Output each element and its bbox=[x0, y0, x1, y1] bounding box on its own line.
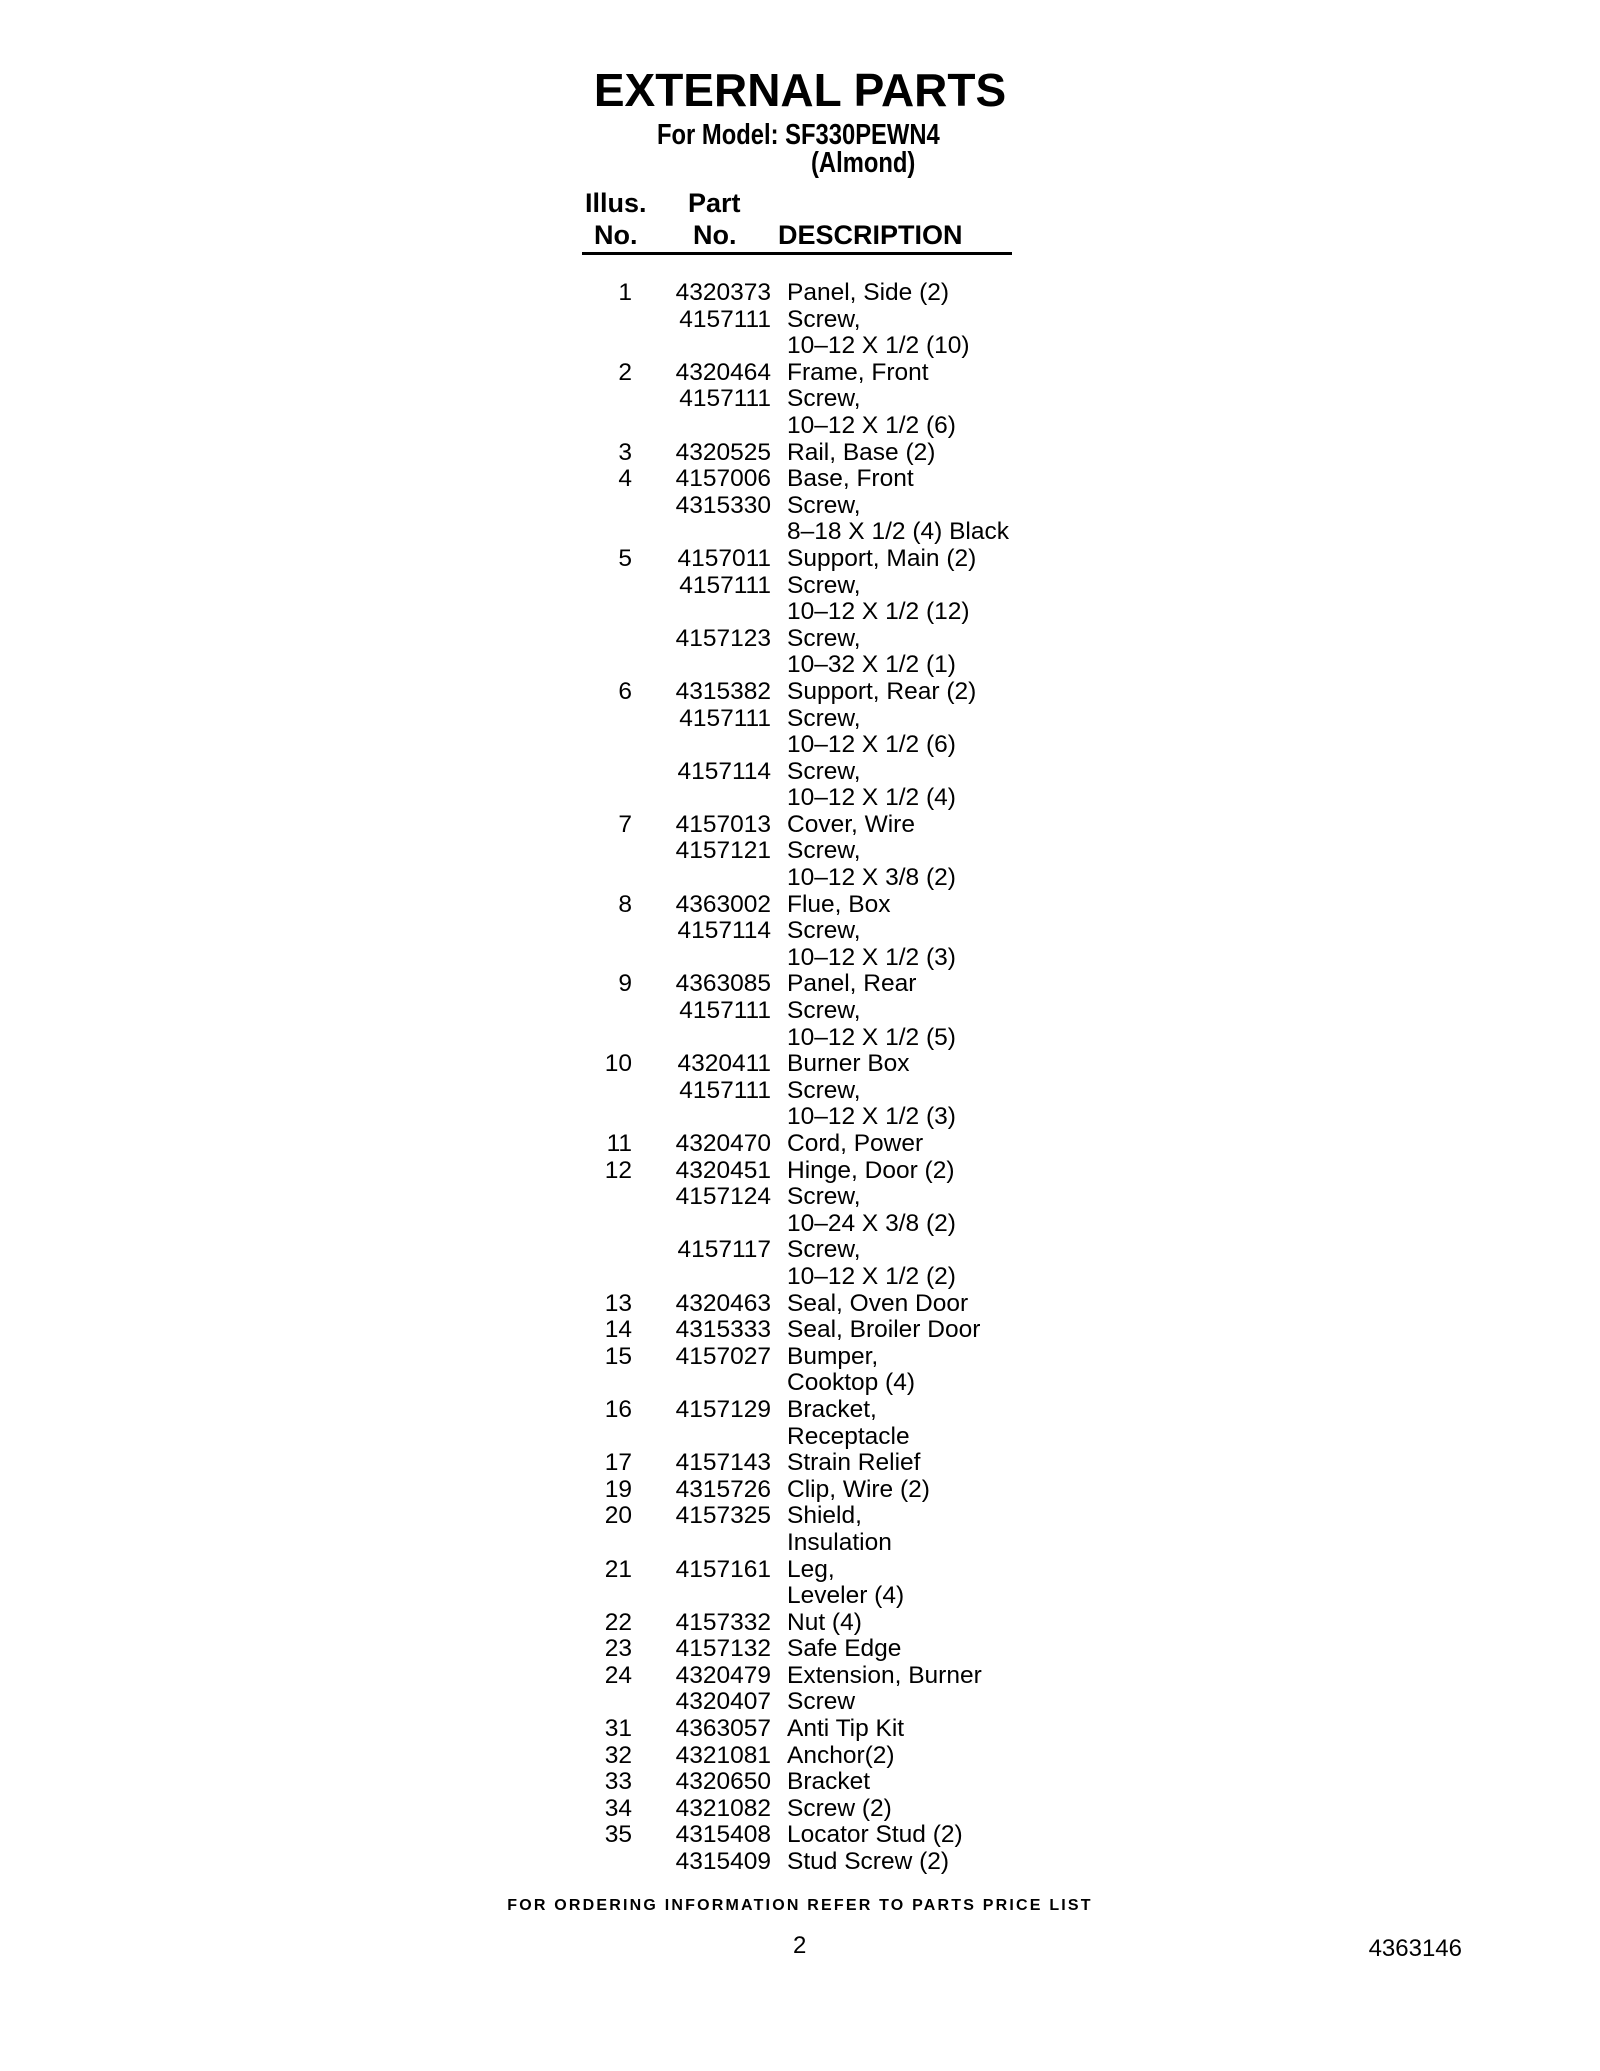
part-description: Insulation bbox=[787, 1528, 892, 1556]
part-number: 4320650 bbox=[675, 1768, 771, 1796]
part-number: 4320411 bbox=[677, 1050, 771, 1078]
part-number: 4157011 bbox=[677, 544, 771, 572]
part-number: 4157161 bbox=[675, 1555, 771, 1583]
part-description: Rail, Base (2) bbox=[787, 438, 936, 466]
part-description: Screw bbox=[787, 1688, 856, 1716]
part-number: 4157111 bbox=[679, 997, 771, 1025]
part-description: 10–24 X 3/8 (2) bbox=[787, 1209, 956, 1237]
part-number: 4320373 bbox=[675, 279, 771, 306]
illus-number: 12 bbox=[604, 1156, 632, 1184]
part-number: 4157006 bbox=[675, 465, 771, 493]
illus-number: 4 bbox=[618, 465, 632, 493]
table-row bbox=[0, 1769, 1600, 1796]
part-description: Base, Front bbox=[787, 465, 914, 493]
part-description: 10–12 X 1/2 (10) bbox=[787, 332, 970, 360]
part-description: Screw, bbox=[787, 1076, 861, 1104]
part-number: 4157124 bbox=[675, 1183, 771, 1211]
illus-number: 2 bbox=[618, 358, 632, 386]
part-description: Screw, bbox=[787, 305, 861, 333]
part-description: 10–12 X 1/2 (5) bbox=[787, 1023, 956, 1051]
illus-number: 32 bbox=[604, 1741, 632, 1769]
table-row bbox=[0, 307, 1600, 334]
page-number: 2 bbox=[793, 1932, 807, 1959]
part-number: 4157111 bbox=[679, 704, 771, 732]
illus-number: 10 bbox=[604, 1050, 632, 1078]
table-row bbox=[0, 360, 1600, 387]
table-row bbox=[0, 1689, 1600, 1716]
part-number: 4157332 bbox=[675, 1608, 771, 1636]
illus-number: 23 bbox=[604, 1635, 632, 1663]
part-description: Screw, bbox=[787, 757, 861, 785]
part-description: Screw, bbox=[787, 917, 861, 945]
illus-number: 33 bbox=[604, 1768, 632, 1796]
column-header-illus-top: Illus. bbox=[585, 188, 647, 218]
table-row bbox=[0, 1184, 1600, 1211]
table-row bbox=[0, 679, 1600, 706]
part-number: 4363085 bbox=[675, 970, 771, 998]
table-row bbox=[0, 918, 1600, 945]
table-row bbox=[0, 1503, 1600, 1530]
illus-number: 15 bbox=[604, 1342, 632, 1370]
illus-number: 9 bbox=[618, 970, 632, 998]
illus-number: 11 bbox=[606, 1130, 632, 1157]
table-row bbox=[0, 812, 1600, 839]
table-row bbox=[0, 1610, 1600, 1637]
table-row bbox=[0, 1477, 1600, 1504]
table-row bbox=[0, 1158, 1600, 1185]
part-description: 10–12 X 1/2 (3) bbox=[787, 943, 956, 971]
part-description: Screw, bbox=[787, 571, 861, 599]
part-description: Screw, bbox=[787, 624, 861, 652]
part-description: Frame, Front bbox=[787, 358, 929, 386]
table-row bbox=[0, 626, 1600, 653]
illus-number: 6 bbox=[618, 677, 632, 705]
illus-number: 35 bbox=[604, 1821, 632, 1849]
illus-number: 22 bbox=[604, 1608, 632, 1636]
part-number: 4157325 bbox=[675, 1502, 771, 1530]
table-row bbox=[0, 838, 1600, 865]
table-row bbox=[0, 1291, 1600, 1318]
part-number: 4315330 bbox=[675, 491, 771, 519]
part-description: 10–12 X 1/2 (6) bbox=[787, 731, 956, 759]
table-row bbox=[0, 945, 1600, 972]
part-number: 4157111 bbox=[679, 305, 771, 333]
part-description: 10–12 X 3/8 (2) bbox=[787, 864, 956, 892]
part-description: 8–18 X 1/2 (4) Black bbox=[787, 518, 1009, 546]
page-title: EXTERNAL PARTS bbox=[593, 64, 1007, 116]
part-description: Stud Screw (2) bbox=[787, 1848, 950, 1876]
part-description: Bracket bbox=[787, 1768, 871, 1796]
part-description: Seal, Oven Door bbox=[787, 1289, 969, 1317]
table-row bbox=[0, 1397, 1600, 1424]
part-description: Shield, bbox=[787, 1502, 862, 1530]
part-description: Receptacle bbox=[787, 1422, 910, 1450]
part-description: Seal, Broiler Door bbox=[787, 1316, 981, 1344]
table-row bbox=[0, 1636, 1600, 1663]
table-row bbox=[0, 1317, 1600, 1344]
illus-number: 34 bbox=[604, 1794, 632, 1822]
illus-number: 31 bbox=[604, 1715, 632, 1743]
part-number: 4321082 bbox=[675, 1794, 771, 1822]
illus-number: 19 bbox=[604, 1475, 632, 1503]
part-description: Extension, Burner bbox=[787, 1661, 982, 1689]
table-row bbox=[0, 466, 1600, 493]
part-number: 4157121 bbox=[675, 837, 771, 865]
illus-number: 8 bbox=[618, 890, 632, 918]
part-description: Screw, bbox=[787, 491, 861, 519]
illus-number: 21 bbox=[604, 1555, 632, 1583]
table-row bbox=[0, 386, 1600, 413]
part-description: Safe Edge bbox=[787, 1635, 902, 1663]
model-line: For Model: SF330PEWN4 bbox=[657, 119, 940, 151]
illus-number: 1 bbox=[618, 279, 632, 306]
table-row bbox=[0, 519, 1600, 546]
part-description: Screw, bbox=[787, 997, 861, 1025]
table-row bbox=[0, 1743, 1600, 1770]
part-number: 4157143 bbox=[675, 1449, 771, 1477]
part-number: 4157123 bbox=[675, 624, 771, 652]
table-row bbox=[0, 1344, 1600, 1371]
parts-list bbox=[0, 280, 1600, 1876]
table-row bbox=[0, 1424, 1600, 1451]
table-row bbox=[0, 1237, 1600, 1264]
part-description: 10–32 X 1/2 (1) bbox=[787, 651, 956, 679]
table-row bbox=[0, 1796, 1600, 1823]
column-header-illus-bottom: No. bbox=[594, 220, 638, 250]
table-row bbox=[0, 652, 1600, 679]
document-number: 4363146 bbox=[1368, 1935, 1462, 1962]
table-row bbox=[0, 1264, 1600, 1291]
part-number: 4157114 bbox=[677, 757, 771, 785]
illus-number: 24 bbox=[604, 1661, 632, 1689]
part-number: 4363002 bbox=[675, 890, 771, 918]
table-row bbox=[0, 998, 1600, 1025]
part-number: 4315333 bbox=[675, 1316, 771, 1344]
part-description: Nut (4) bbox=[787, 1608, 862, 1636]
part-description: 10–12 X 1/2 (2) bbox=[787, 1262, 956, 1290]
illus-number: 5 bbox=[618, 544, 632, 572]
table-row bbox=[0, 971, 1600, 998]
part-description: Hinge, Door (2) bbox=[787, 1156, 955, 1184]
part-description: Panel, Rear bbox=[787, 970, 917, 998]
part-description: Support, Rear (2) bbox=[787, 677, 977, 705]
table-row bbox=[0, 413, 1600, 440]
part-description: Anchor(2) bbox=[787, 1741, 895, 1769]
part-number: 4157013 bbox=[675, 810, 771, 838]
column-header-part-top: Part bbox=[688, 188, 741, 218]
header-rule bbox=[582, 252, 1012, 255]
table-row bbox=[0, 706, 1600, 733]
part-description: Strain Relief bbox=[787, 1449, 921, 1477]
illus-number: 14 bbox=[604, 1316, 632, 1344]
part-description: Leg, bbox=[787, 1555, 835, 1583]
part-description: Clip, Wire (2) bbox=[787, 1475, 930, 1503]
table-row bbox=[0, 493, 1600, 520]
part-description: Bracket, bbox=[787, 1395, 877, 1423]
part-number: 4157027 bbox=[675, 1342, 771, 1370]
part-number: 4157111 bbox=[679, 1076, 771, 1104]
part-description: Screw, bbox=[787, 1236, 861, 1264]
color-line: (Almond) bbox=[811, 147, 916, 179]
table-row bbox=[0, 1530, 1600, 1557]
illus-number: 13 bbox=[604, 1289, 632, 1317]
part-description: Screw, bbox=[787, 1183, 861, 1211]
table-row bbox=[0, 1131, 1600, 1158]
table-row bbox=[0, 599, 1600, 626]
part-number: 4157111 bbox=[679, 385, 771, 413]
table-row bbox=[0, 1370, 1600, 1397]
table-row bbox=[0, 785, 1600, 812]
illus-number: 3 bbox=[618, 438, 632, 466]
table-row bbox=[0, 1450, 1600, 1477]
table-row bbox=[0, 732, 1600, 759]
part-description: Leveler (4) bbox=[787, 1582, 905, 1610]
table-row bbox=[0, 546, 1600, 573]
table-row bbox=[0, 280, 1600, 307]
part-number: 4157111 bbox=[679, 571, 771, 599]
table-row bbox=[0, 440, 1600, 467]
part-description: 10–12 X 1/2 (3) bbox=[787, 1103, 956, 1131]
part-description: Screw, bbox=[787, 704, 861, 732]
part-description: Burner Box bbox=[787, 1050, 910, 1078]
table-row bbox=[0, 573, 1600, 600]
part-description: Cord, Power bbox=[787, 1130, 924, 1157]
illus-number: 16 bbox=[604, 1395, 632, 1423]
part-number: 4320470 bbox=[675, 1130, 771, 1157]
part-number: 4321081 bbox=[675, 1741, 771, 1769]
ordering-note: FOR ORDERING INFORMATION REFER TO PARTS PRICE LIST bbox=[507, 1897, 1093, 1914]
part-number: 4157114 bbox=[677, 917, 771, 945]
table-row bbox=[0, 892, 1600, 919]
table-row bbox=[0, 1557, 1600, 1584]
table-row bbox=[0, 1211, 1600, 1238]
part-description: Bumper, bbox=[787, 1342, 879, 1370]
part-number: 4157132 bbox=[675, 1635, 771, 1663]
part-description: Support, Main (2) bbox=[787, 544, 977, 572]
part-description: Screw (2) bbox=[787, 1794, 892, 1822]
table-row bbox=[0, 759, 1600, 786]
table-row bbox=[0, 1663, 1600, 1690]
part-number: 4363057 bbox=[675, 1715, 771, 1743]
part-description: 10–12 X 1/2 (4) bbox=[787, 784, 956, 812]
column-header-description: DESCRIPTION bbox=[778, 220, 963, 250]
part-number: 4157117 bbox=[677, 1236, 771, 1264]
part-number: 4157129 bbox=[675, 1395, 771, 1423]
table-row bbox=[0, 1104, 1600, 1131]
part-description: Locator Stud (2) bbox=[787, 1821, 963, 1849]
part-description: Panel, Side (2) bbox=[787, 279, 950, 306]
part-description: 10–12 X 1/2 (6) bbox=[787, 411, 956, 439]
part-description: Screw, bbox=[787, 385, 861, 413]
part-description: Anti Tip Kit bbox=[787, 1715, 905, 1743]
table-row bbox=[0, 1078, 1600, 1105]
part-number: 4315726 bbox=[675, 1475, 771, 1503]
table-row bbox=[0, 1716, 1600, 1743]
illus-number: 20 bbox=[604, 1502, 632, 1530]
part-description: Flue, Box bbox=[787, 890, 891, 918]
part-description: 10–12 X 1/2 (12) bbox=[787, 598, 970, 626]
part-description: Cooktop (4) bbox=[787, 1369, 916, 1397]
table-row bbox=[0, 333, 1600, 360]
table-row bbox=[0, 1822, 1600, 1849]
part-description: Screw, bbox=[787, 837, 861, 865]
part-number: 4315408 bbox=[675, 1821, 771, 1849]
part-number: 4320464 bbox=[675, 358, 771, 386]
part-number: 4320479 bbox=[675, 1661, 771, 1689]
part-number: 4320451 bbox=[675, 1156, 771, 1184]
part-number: 4320525 bbox=[675, 438, 771, 466]
part-description: Cover, Wire bbox=[787, 810, 915, 838]
table-row bbox=[0, 1025, 1600, 1052]
column-header-part-bottom: No. bbox=[693, 220, 737, 250]
table-row bbox=[0, 1849, 1600, 1876]
table-row bbox=[0, 1583, 1600, 1610]
part-number: 4315409 bbox=[675, 1848, 771, 1876]
table-row bbox=[0, 1051, 1600, 1078]
part-number: 4315382 bbox=[675, 677, 771, 705]
illus-number: 17 bbox=[604, 1449, 632, 1477]
part-number: 4320463 bbox=[675, 1289, 771, 1317]
table-row bbox=[0, 865, 1600, 892]
illus-number: 7 bbox=[618, 810, 632, 838]
part-number: 4320407 bbox=[675, 1688, 771, 1716]
